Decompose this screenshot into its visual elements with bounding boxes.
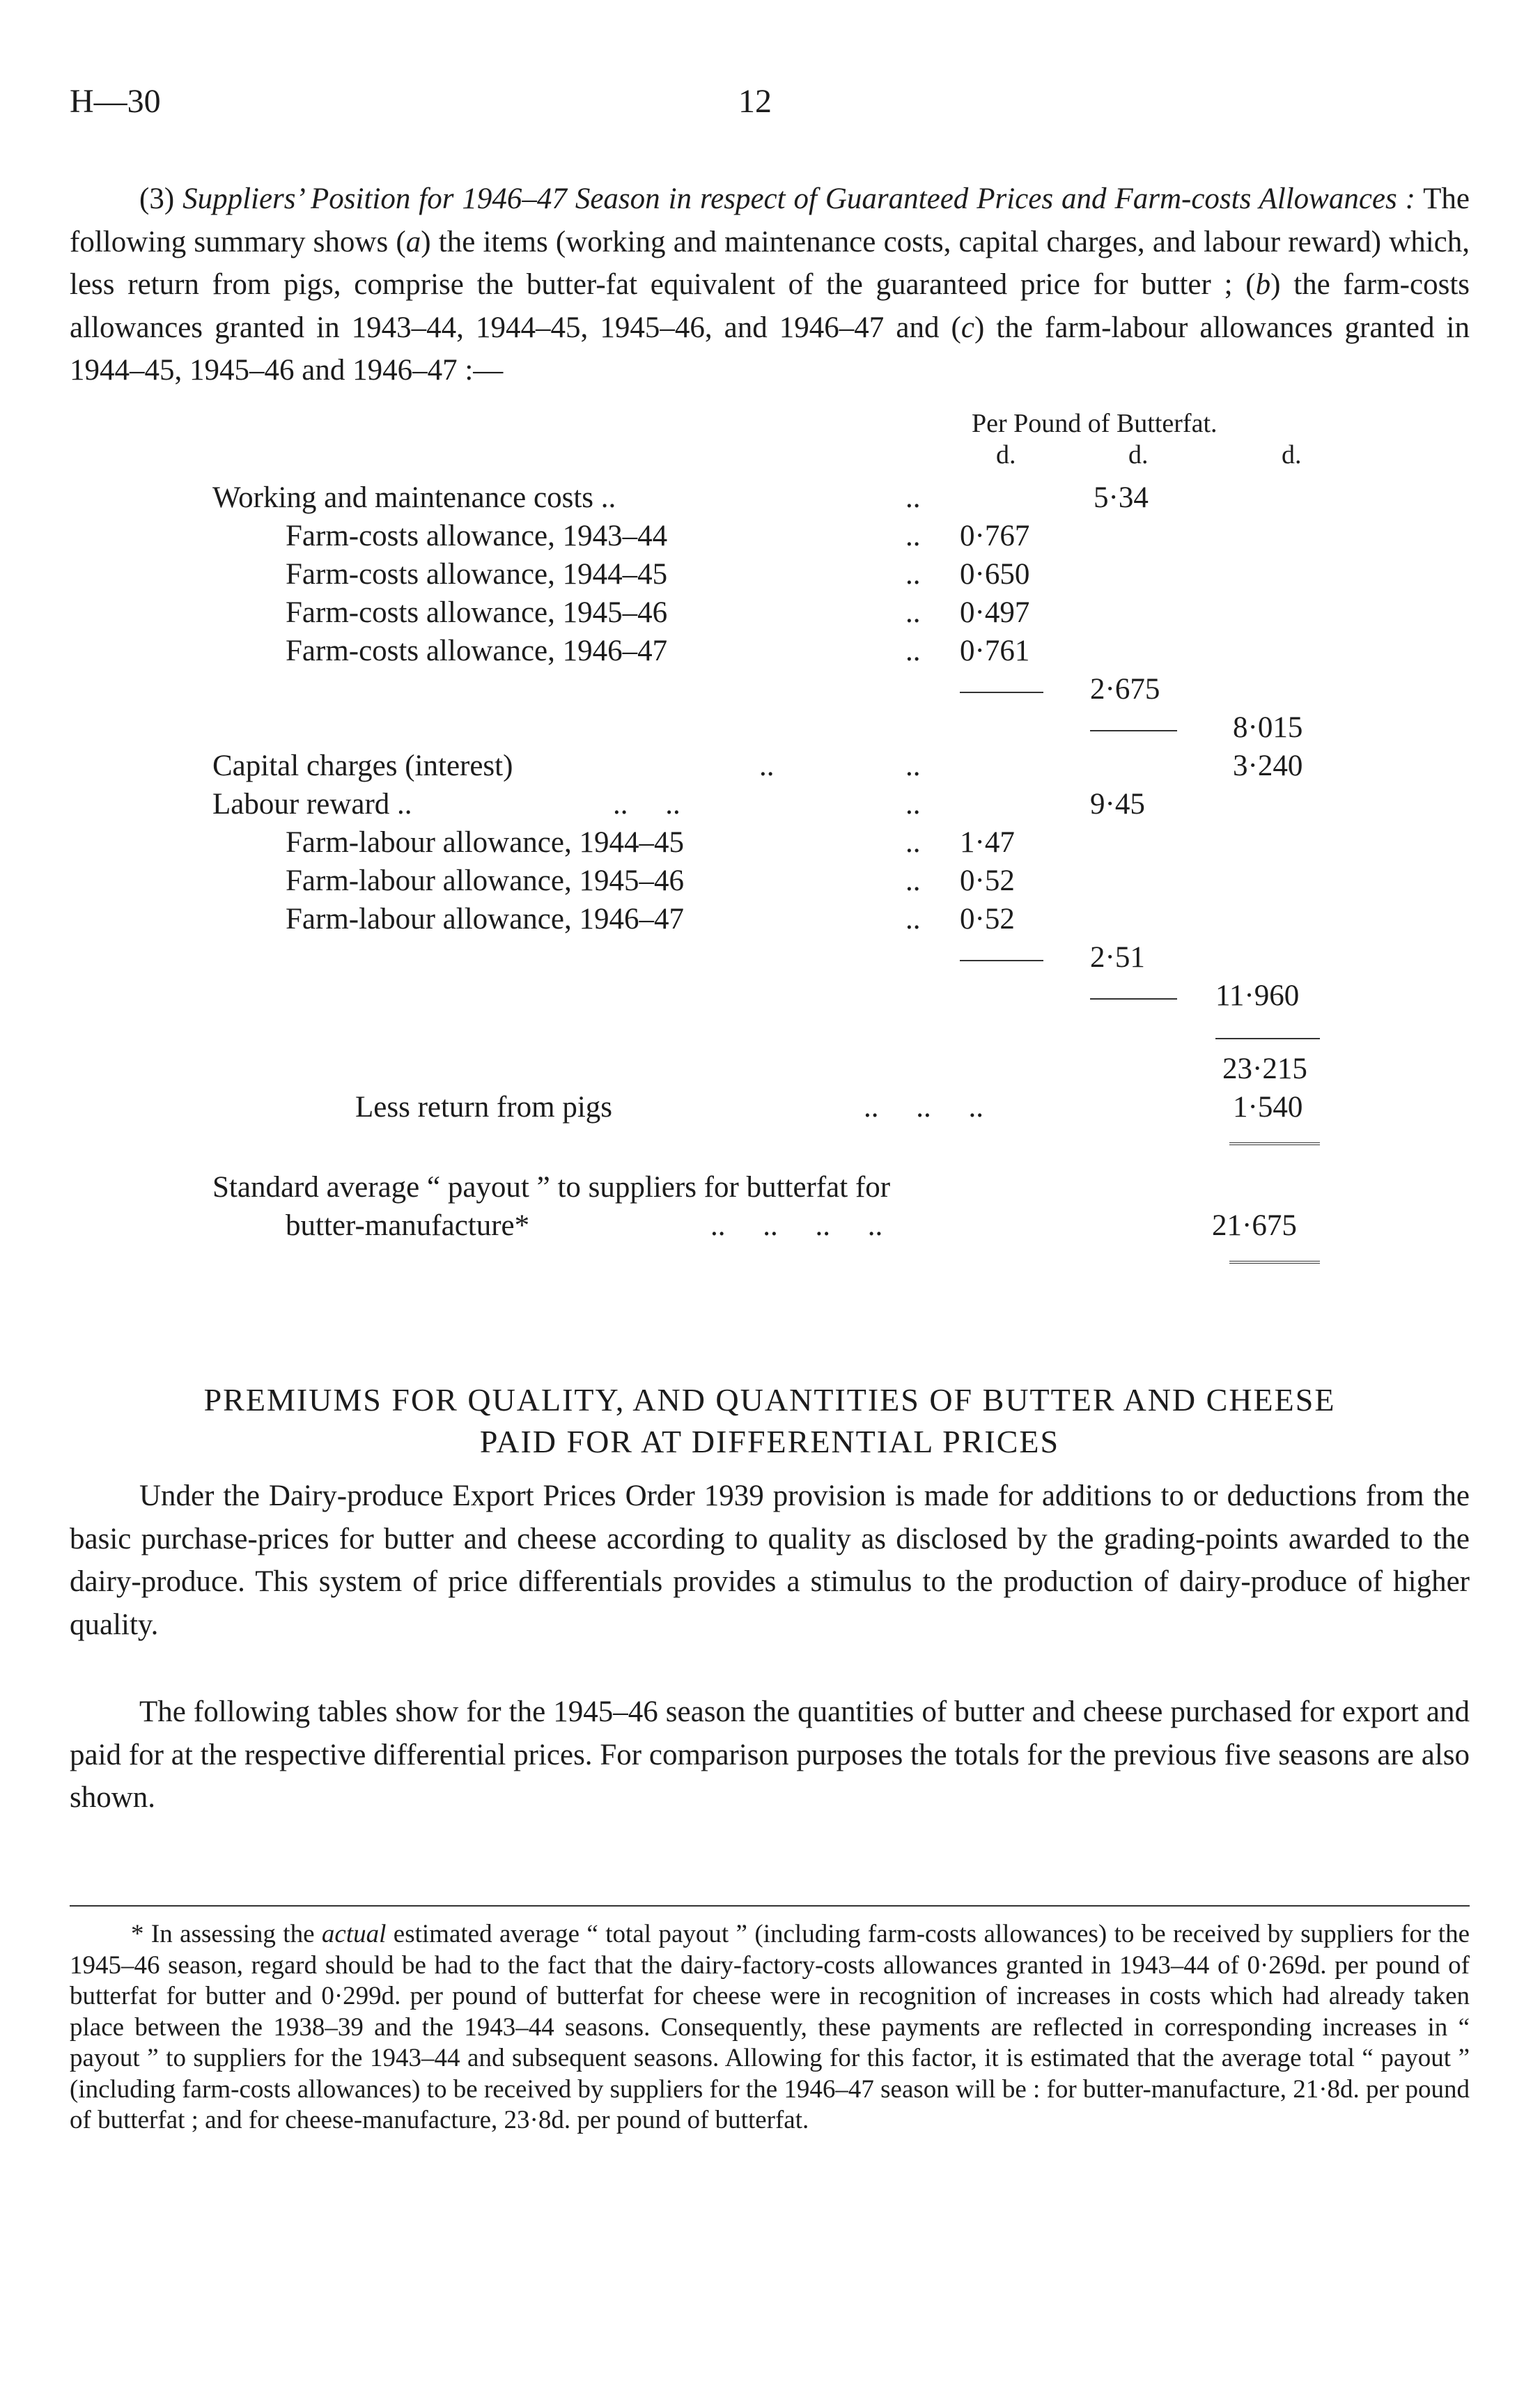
leader-dots: .. .. .. — [864, 1091, 983, 1124]
intro-paragraph: (3) Suppliers’ Position for 1946–47 Season in respect of Guaranteed Prices and Farm-costs Allowances : The following summary shows (a) the items (working and maintenance costs, capital charges, and labour reward) which, less return from pigs, comprise the butter-fat equivalent of the guaranteed price for butter ; (b) the farm-costs allowances granted in 1943–44, 1944–45, 1945–46, and 1946–47 and (c) the farm-labour allowances granted in 1944–45, 1945–46 and 1946–47 :— — [70, 183, 1470, 387]
total-rule — [1215, 1038, 1320, 1039]
col-header-2: d. — [1128, 440, 1149, 469]
table-cell: 23·215 — [1222, 1053, 1307, 1085]
table-cell: 0·52 — [960, 864, 1015, 897]
leader-dots: .. — [905, 520, 921, 552]
table-row-label: Capital charges (interest) — [212, 750, 513, 782]
table-cell: 1·47 — [960, 826, 1015, 859]
table-cell: 9·45 — [1090, 788, 1145, 821]
subtotal-rule — [960, 960, 1043, 961]
subtotal-rule — [1090, 998, 1177, 1000]
subtotal-rule — [960, 692, 1043, 693]
table-row-label: Farm-costs allowance, 1946–47 — [286, 635, 668, 667]
leader-dots: .. — [905, 826, 921, 859]
table-cell: 3·240 — [1233, 750, 1303, 782]
table-row-label: Farm-labour allowance, 1945–46 — [286, 864, 684, 897]
leader-dots: .. — [905, 788, 921, 821]
table-row-label: Working and maintenance costs .. — [212, 481, 616, 514]
table-row-label: Farm-labour allowance, 1944–45 — [286, 826, 684, 859]
leader-dots: .. — [905, 903, 921, 936]
double-rule — [1229, 1261, 1320, 1264]
body-paragraph-2: The following tables show for the 1945–46 season the quantities of butter and cheese purchased for export and paid for at the respective differential prices. For comparison purposes the totals for the previous five seasons are also shown. — [70, 1695, 1470, 1814]
table-cell: 5·34 — [1094, 481, 1149, 514]
page-reference: H—30 — [70, 83, 161, 120]
leader-dots: .. — [905, 596, 921, 629]
table-row-label: Less return from pigs — [355, 1091, 613, 1124]
table-cell: 11·960 — [1215, 979, 1300, 1012]
leader-dots: .. — [905, 481, 921, 514]
body-paragraph-1: Under the Dairy-produce Export Prices Order 1939 provision is made for additions to or deductions from the basic purchase-prices for butter and cheese according to quality as disclosed by the grading-points awarded to the dairy-produce. This system of price differentials provides a stimulus to the production of dairy-produce of higher quality. — [70, 1480, 1470, 1641]
table-row-label: Farm-costs allowance, 1944–45 — [286, 558, 668, 591]
footnote-rule — [70, 1905, 1470, 1907]
leader-dots: .. — [905, 864, 921, 897]
leader-dots: .. — [905, 635, 921, 667]
table-row-label: Farm-labour allowance, 1946–47 — [286, 903, 684, 936]
table-cell: 8·015 — [1233, 711, 1303, 744]
table-cell: 1·540 — [1233, 1091, 1303, 1124]
leader-dots: .. — [759, 750, 775, 782]
footnote: * In assessing the actual estimated average “ total payout ” (including farm-costs allowances) to be received by suppliers for the 1945–46 season, regard should be had to the fact that the dairy-factory-costs allowances granted in 1943–44 of 0·269d. per pound of butterfat for butter and 0·299d. per pound of butterfat for cheese were in recognition of increases in costs which had already taken place between the 1938–39 and the 1943–44 seasons. Consequently, these payments are reflected in corresponding increases in “ payout ” to suppliers for the 1943–44 and subsequent seasons. Allowing for this factor, it is estimated that the average total “ payout ” (including farm-costs allowances) to be received by suppliers for the 1946–47 season will be : for butter-manufacture, 21·8d. per pound of butterfat ; and for cheese-manufacture, 23·8d. per pound of butterfat. — [70, 1920, 1470, 2134]
leader-dots: .. .. .. .. — [710, 1209, 883, 1242]
payout-label-line2: butter-manufacture* — [286, 1209, 530, 1242]
page-number: 12 — [738, 83, 772, 120]
table-cell: 2·51 — [1090, 941, 1145, 974]
leader-dots: .. — [905, 558, 921, 591]
col-header-1: d. — [996, 440, 1016, 469]
table-cell: 0·497 — [960, 596, 1030, 629]
table-row-label: Labour reward .. — [212, 788, 412, 821]
table-cell: 2·675 — [1090, 673, 1160, 706]
payout-label-line1: Standard average “ payout ” to suppliers for butterfat for — [212, 1171, 891, 1204]
unit-header: Per Pound of Butterfat. — [972, 409, 1218, 438]
col-header-3: d. — [1282, 440, 1302, 469]
section-heading-line1: PREMIUMS FOR QUALITY, AND QUANTITIES OF BUTTER AND CHEESE — [203, 1382, 1336, 1418]
table-row-label: Farm-costs allowance, 1945–46 — [286, 596, 668, 629]
table-row-label: Farm-costs allowance, 1943–44 — [286, 520, 668, 552]
intro-title: Suppliers’ Position for 1946–47 Season in respect of Guaranteed Prices and Farm-costs Allowances : — [182, 183, 1415, 215]
table-cell: 0·767 — [960, 520, 1030, 552]
table-cell: 0·650 — [960, 558, 1030, 591]
subtotal-rule — [1090, 730, 1177, 731]
table-cell: 0·52 — [960, 903, 1015, 936]
table-cell: 0·761 — [960, 635, 1030, 667]
leader-dots: .. .. — [613, 788, 680, 821]
section-heading-line2: PAID FOR AT DIFFERENTIAL PRICES — [479, 1424, 1060, 1459]
double-rule — [1229, 1142, 1320, 1145]
leader-dots: .. — [905, 750, 921, 782]
payout-value: 21·675 — [1212, 1209, 1297, 1242]
